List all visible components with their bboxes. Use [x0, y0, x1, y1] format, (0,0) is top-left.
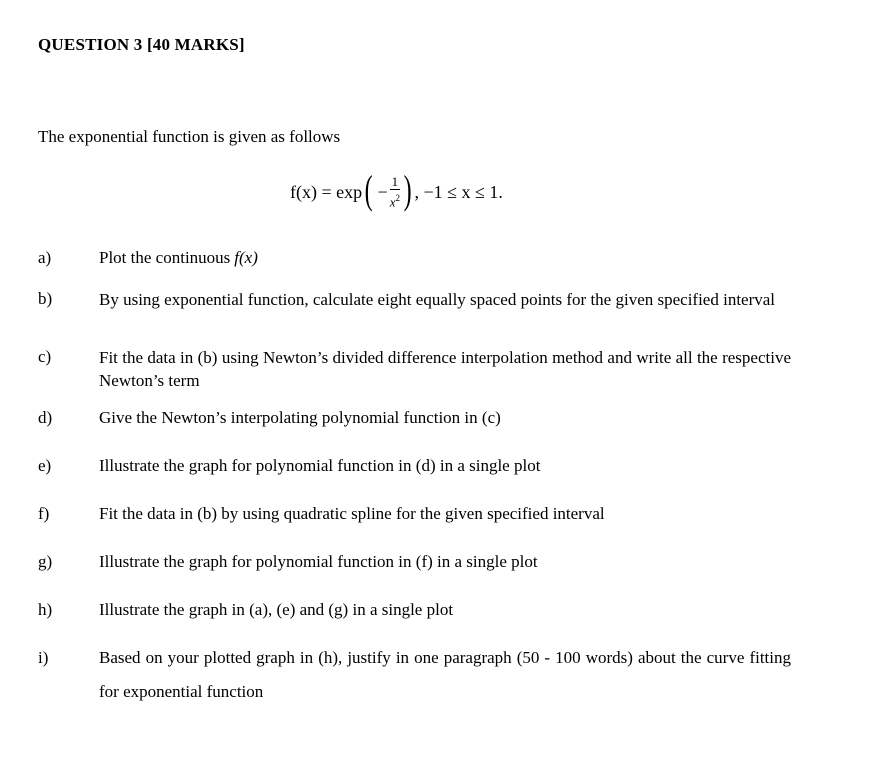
fraction-exponent: 2 — [395, 192, 400, 203]
formula-close-paren: ) — [403, 167, 412, 212]
formula-fraction — [390, 174, 401, 210]
question-label-e: e) — [38, 456, 52, 475]
intro-text: The exponential function is given as follows — [38, 127, 341, 146]
formula-open-paren: ( — [364, 167, 373, 212]
question-label-b: b) — [38, 289, 53, 308]
fraction-denominator: $x^2$ — [389, 192, 400, 210]
formula-condition: , −1 ≤ x ≤ 1. — [414, 181, 503, 202]
question-text-b: By using exponential function, calculate eight equally spaced points for the given specified interval — [99, 290, 776, 309]
question-text-h: Illustrate the graph in (a), (e) and (g) in a single plot — [99, 600, 454, 619]
exponential-formula — [290, 167, 503, 214]
question-heading: QUESTION 3 [40 MARKS] — [38, 35, 245, 54]
formula-lhs: f(x) = exp — [290, 181, 363, 202]
question-text-i: Based on your plotted graph in (h), justify in one paragraph (50 - 100 words) about the curve fitting for exponential function — [99, 648, 791, 701]
question-text-e: Illustrate the graph for polynomial function in (d) in a single plot — [99, 456, 541, 475]
question-text-g: Illustrate the graph for polynomial function in (f) in a single plot — [99, 552, 538, 571]
question-text-f: Fit the data in (b) by using quadratic spline for the given specified interval — [99, 504, 605, 523]
fraction-numerator: 1 — [391, 173, 399, 189]
question-label-h: h) — [38, 600, 53, 619]
question-text-d: Give the Newton’s interpolating polynomial function in (c) — [99, 408, 501, 427]
question-label-c: c) — [38, 347, 52, 366]
question-text-a: Plot the continuous f(x) — [99, 248, 258, 267]
question-a-math: f(x) — [234, 248, 258, 267]
question-label-d: d) — [38, 408, 53, 427]
question-label-a: a) — [38, 248, 52, 267]
question-label-g: g) — [38, 552, 53, 571]
question-label-f: f) — [38, 504, 50, 523]
formula-minus: − — [377, 181, 388, 202]
question-label-i: i) — [38, 648, 49, 667]
question-text-c: Fit the data in (b) using Newton’s divided difference interpolation method and write all the respective Newton’s term — [99, 348, 791, 390]
